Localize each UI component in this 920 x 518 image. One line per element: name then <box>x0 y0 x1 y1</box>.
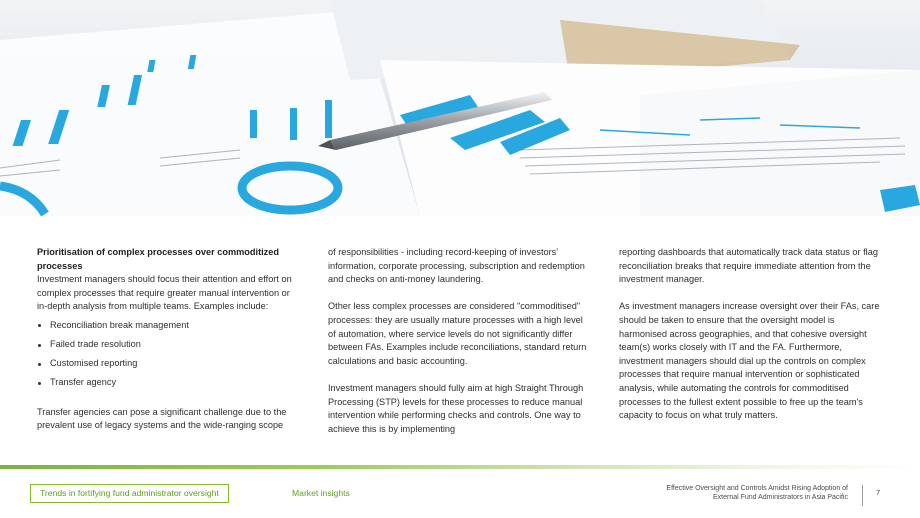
document-title-line: Effective Oversight and Controls Amidst Rising Adoption of <box>666 485 848 492</box>
paragraph: reporting dashboards that automatically track data status or flag reconciliation breaks that require immediate attention from the investment manager. <box>619 247 878 285</box>
section-heading: Prioritisation of complex processes over commoditized processes <box>37 247 280 271</box>
green-divider <box>0 465 920 469</box>
footer-divider <box>862 485 863 506</box>
examples-list <box>37 319 299 390</box>
paragraph: As investment managers increase oversight over their FAs, care should be taken to ensure that the oversight model is harmonised across geographies, and that cohesive oversight team(s) works closely with IT and the FA. Furthermore, investment managers should dial up the controls on complex processes that require manual intervention or sophisticated analysis, while automating the controls for commoditised processes to the fullest extent possible to free up the team's capacity to focus on what truly matters. <box>619 301 880 421</box>
paragraph: Other less complex processes are considered "commoditised" processes: they are usually mature processes with a high level of automation, where service levels do not significantly differ between FAs. Examples include reconciliations, standard return calculations and basic accounting. <box>328 301 587 366</box>
list-item: Customised reporting <box>37 357 299 371</box>
page-number: 7 <box>876 488 881 497</box>
page-footer <box>0 480 920 510</box>
document-title-line: External Fund Administrators in Asia Pacific <box>712 494 848 502</box>
document-title <box>588 484 848 503</box>
list-item: Transfer agency <box>37 376 299 390</box>
paragraph: Transfer agencies can pose a significant challenge due to the prevalent use of legacy systems and the wide-ranging scope <box>37 406 287 431</box>
paragraph: of responsibilities - including record-keeping of investors' information, corporate processing, subscription and redemption and checks on anti-money laundering. <box>328 247 585 285</box>
text-column-1 <box>37 246 299 433</box>
list-item: Failed trade resolution <box>37 338 299 352</box>
paragraph: Investment managers should focus their attention and effort on complex processes that require greater manual intervention or in-depth analysis from multiple teams. Examples include: <box>37 274 292 312</box>
hero-illustration <box>0 0 920 216</box>
text-column-2 <box>328 246 590 436</box>
list-item: Reconciliation break management <box>37 319 299 333</box>
paragraph: Investment managers should fully aim at high Straight Through Processing (STP) levels for these processes to reduce manual intervention while performing checks and controls. One way to achieve this is by implementing <box>328 382 584 434</box>
text-column-3 <box>619 246 881 423</box>
hero-image <box>0 0 920 216</box>
section-nav-link[interactable]: Trends in fortifying fund administrator oversight <box>30 484 229 503</box>
market-insights-link[interactable]: Market insights <box>292 488 350 498</box>
